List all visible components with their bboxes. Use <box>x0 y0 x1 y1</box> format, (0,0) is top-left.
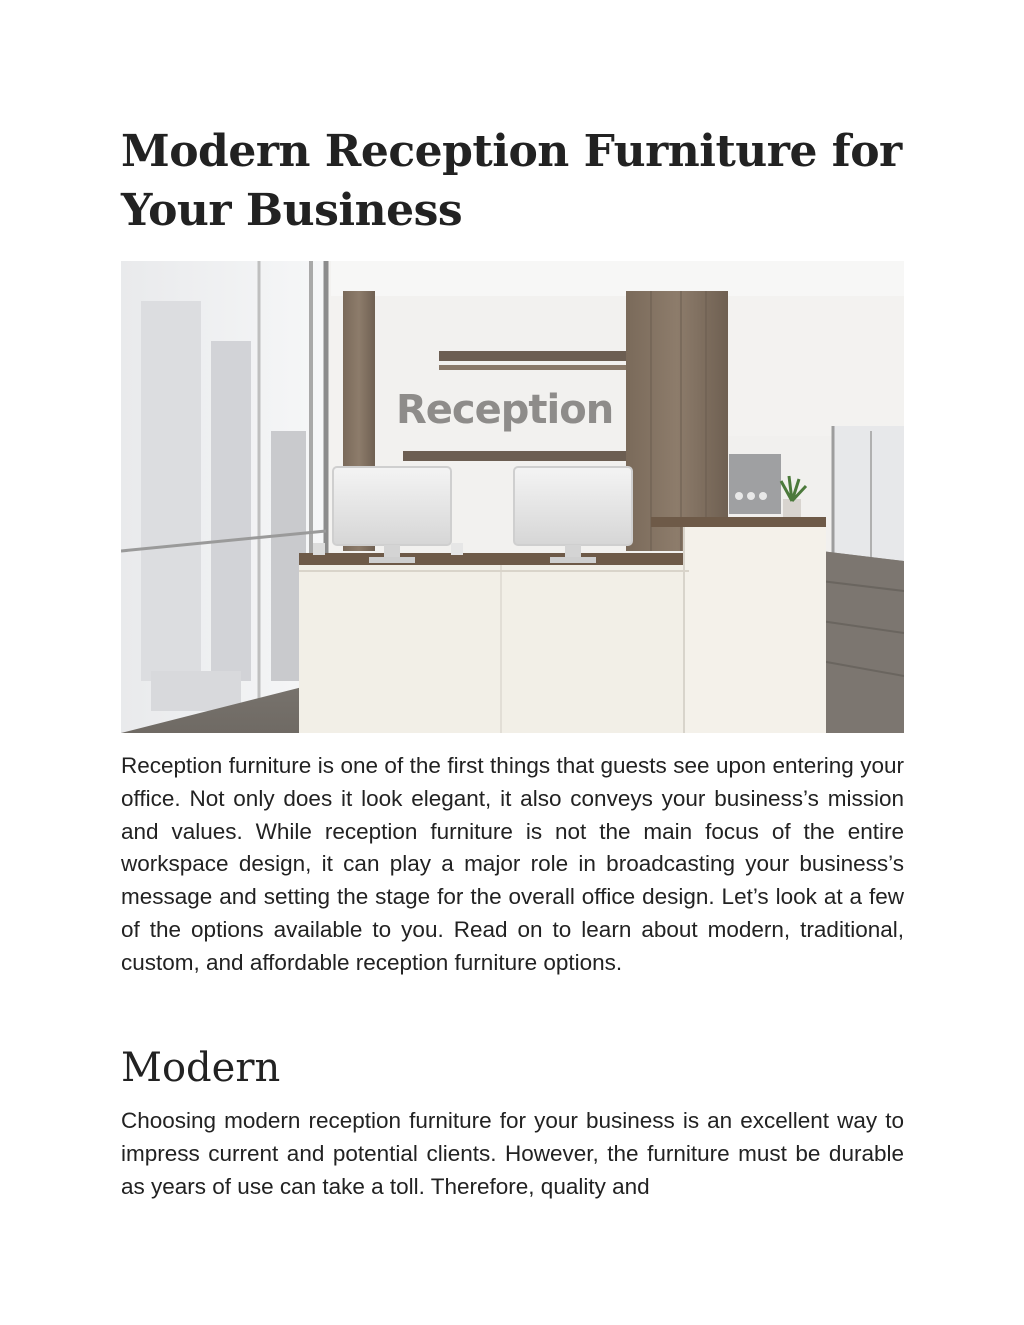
page-title: Modern Reception Furniture for Your Business <box>121 126 902 236</box>
hero-image <box>121 261 904 733</box>
section-paragraph-modern: Choosing modern reception furniture for your business is an excellent way to impress current and potential clients. However, the furniture must be durable as years of use can take a toll. Therefore, quality and <box>121 1108 904 1199</box>
intro-paragraph: Reception furniture is one of the first things that guests see upon entering your office. Not only does it look elegant, it also conveys your business’s mission and values. While reception furniture is not the main focus of the entire workspace design, it can play a major role in broadcasting your business’s message and setting the stage for the overall office design. Let’s look at a few of the options available to you. Read on to learn about modern, traditional, custom, and affordable reception furniture options. <box>121 753 904 975</box>
section-heading-modern: Modern <box>121 1045 281 1091</box>
reception-sign: Reception <box>396 387 614 433</box>
